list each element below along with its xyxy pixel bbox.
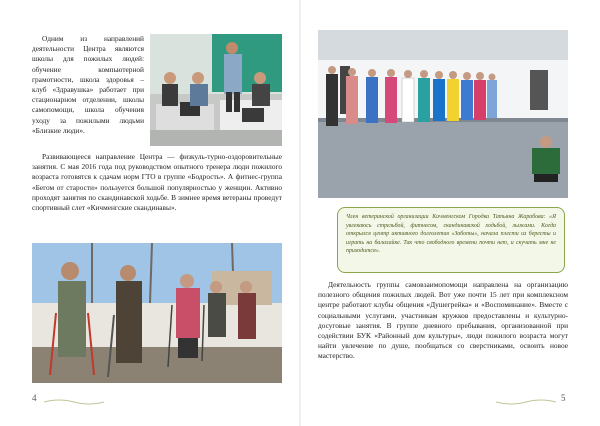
photo-computer-class: [150, 34, 282, 146]
ornament-right-icon: [496, 398, 556, 406]
right-main-text: [318, 280, 568, 367]
quote-callout: [337, 207, 565, 273]
photo-nordic-walking: [32, 243, 282, 383]
page-number-left: 4: [32, 393, 37, 403]
page-number-right: 5: [561, 393, 566, 403]
photo-fitness-group: [318, 30, 568, 198]
sport-paragraph: Развивающееся направление Центра — физкуль-турно-оздоровительные занятия. С мая 2016 года под руководством опытного тренера люди пожилого возраста готовятся к сдачам норм ГТО в группе «Бодрость». А фитнес-группа «Бегом от старости» пользуется большой популярностью у женщин. Активно проходят занятия по скандинавской ходьбе. В зимнее время ветераны проведут спортивный слет «Кичменгские скандинавы».: [32, 152, 282, 213]
mutual-aid-paragraph: Деятельность группы самовзаимопомощи направлена на организацию полезного общения пожилых людей. Вот уже почти 15 лет при комплексном центре работают клубы общения «Душегрейка» и «Воспоминание». Вместе с социальными услугами, участникам кружков предоставлены и культурно-досуговые занятия. В группе дневного пребывания, организованной при содействии БУК «Районный дом культуры», люди пожилого возраста могут найти увлечение по душе, пообщаться со сверстниками, освоить новое мастерство.: [318, 280, 568, 361]
left-main-text: [32, 152, 282, 218]
ornament-left-icon: [44, 398, 104, 406]
quote-text: Член ветеранской организации Кичменгском Городка Татьяна Жарабова: «Я увлекаюсь стрельбой, фитнесом, скандинавской ходьбой, лыжами. Когда открылся центр активного долголетия «Заботы», начала плести из бересты и играть на балалайке. Так что свободного времени почти нет, и скучать мне не приходится».: [346, 214, 556, 255]
intro-paragraph: Одним из направлений деятельности Центра являются школы для пожилых людей: обучение компьютерной грамотности, школа здоровья – клуб «Здравушка» работает при стационарном отделении, школы самопомощи, школа обучения уходу за пожилыми людьми «Близкие люди».: [32, 34, 144, 135]
left-intro-text: [32, 34, 144, 141]
